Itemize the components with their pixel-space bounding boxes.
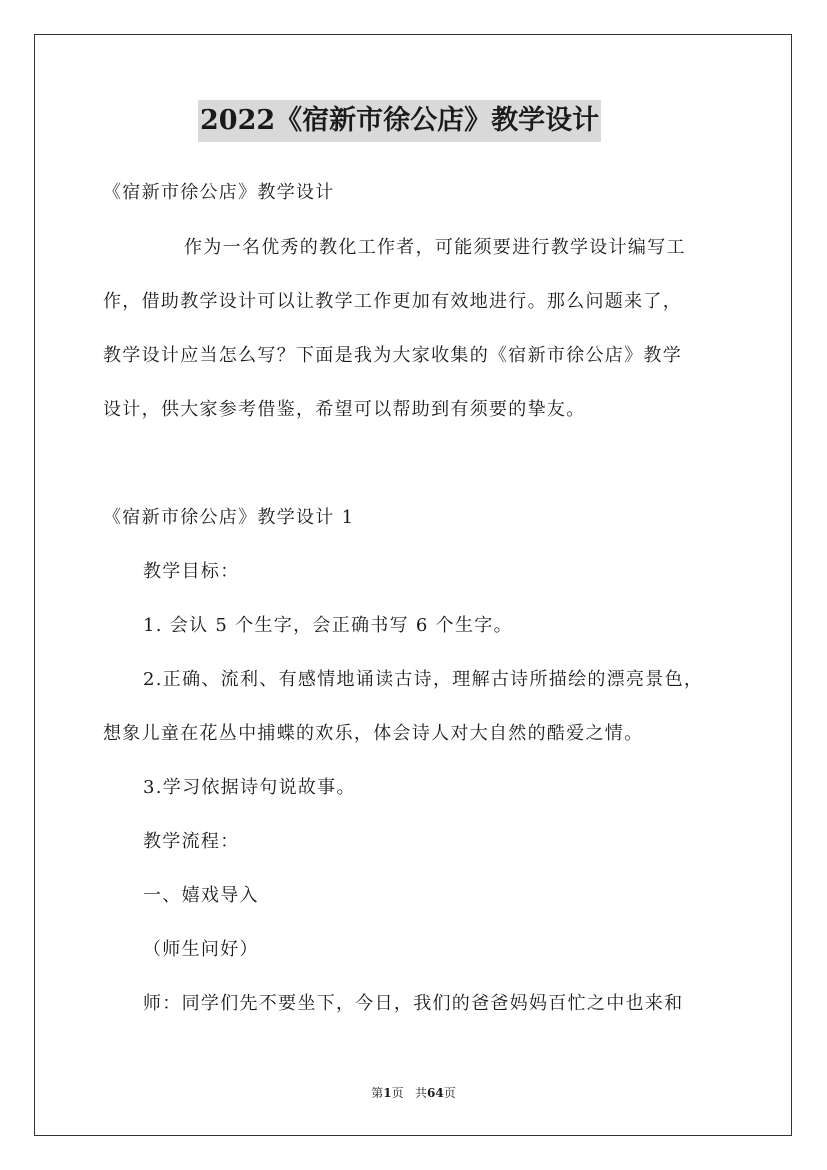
footer-mid: 页 共 xyxy=(391,1086,428,1100)
intro-line-4: 设计，供大家参考借鉴，希望可以帮助到有须要的挚友。 xyxy=(103,399,586,420)
intro-line-1: 作为一名优秀的教化工作者，可能须要进行教学设计编写工 xyxy=(184,237,686,258)
page-number: 1 xyxy=(383,1086,392,1100)
section-heading: 《宿新市徐公店》教学设计 1 xyxy=(103,507,355,528)
step-1: 一、嬉戏导入 xyxy=(143,885,259,906)
intro-line-2: 作，借助教学设计可以让教学工作更加有效地进行。那么问题来了， xyxy=(103,291,682,312)
footer-suffix: 页 xyxy=(443,1086,456,1100)
document-title: 2022《宿新市徐公店》教学设计 xyxy=(198,100,601,142)
greeting: （师生问好） xyxy=(143,939,259,960)
teacher-line: 师：同学们先不要坐下，今日，我们的爸爸妈妈百忙之中也来和 xyxy=(143,993,684,1014)
goal-3: 3.学习依据诗句说故事。 xyxy=(143,777,356,798)
goal-2-line-2: 想象儿童在花丛中捕蝶的欢乐，体会诗人对大自然的酷爱之情。 xyxy=(103,723,644,744)
intro-line-3: 教学设计应当怎么写？下面是我为大家收集的《宿新市徐公店》教学 xyxy=(103,345,682,366)
process-heading: 教学流程： xyxy=(143,831,240,852)
total-pages: 64 xyxy=(427,1086,444,1100)
goals-heading: 教学目标： xyxy=(143,561,240,582)
goal-1: 1. 会认 5 个生字，会正确书写 6 个生字。 xyxy=(143,615,513,636)
goal-2-line-1: 2.正确、流利、有感情地诵读古诗，理解古诗所描绘的漂亮景色， xyxy=(143,669,704,690)
footer-prefix: 第 xyxy=(371,1086,384,1100)
page-footer xyxy=(0,1085,827,1101)
document-subtitle: 《宿新市徐公店》教学设计 xyxy=(103,182,335,203)
